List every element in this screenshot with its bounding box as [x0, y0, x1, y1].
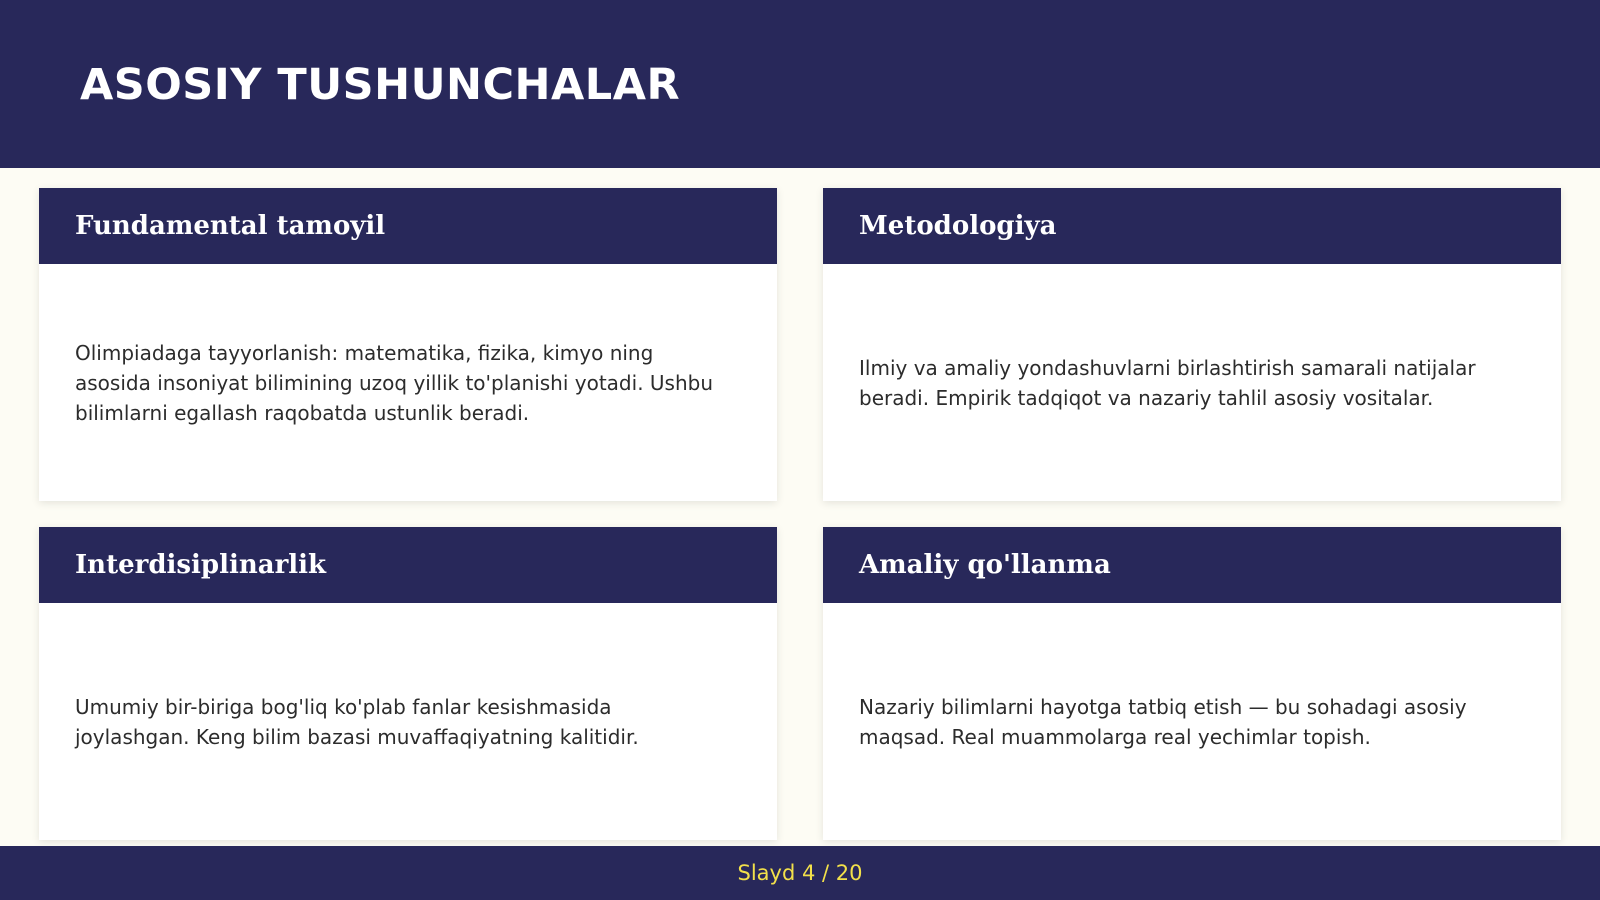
- card-header: [39, 527, 777, 603]
- card-title: Amaliy qo'llanma: [859, 550, 1111, 580]
- slide-footer: [0, 846, 1600, 900]
- card-body: [39, 603, 777, 840]
- card-interdisiplinarlik: [39, 527, 777, 840]
- card-title: Metodologiya: [859, 211, 1057, 241]
- card-text: Umumiy bir-biriga bog'liq ko'plab fanlar kesishmasida joylashgan. Keng bilim bazasi muvaffaqiyatning kalitidir.: [75, 694, 639, 749]
- card-header: [823, 527, 1561, 603]
- card-amaliy-qollanma: [823, 527, 1561, 840]
- slide-counter: Slayd 4 / 20: [737, 861, 863, 885]
- card-text: Ilmiy va amaliy yondashuvlarni birlashtirish samarali natijalar beradi. Empirik tadqiqot va nazariy tahlil asosiy vositalar.: [859, 355, 1476, 410]
- card-title: Fundamental tamoyil: [75, 211, 386, 241]
- card-text: Olimpiadaga tayyorlanish: matematika, fizika, kimyo ning asosida insoniyat bilimining uzoq yillik to'planishi yotadi. Ushbu bilimlarni egallash raqobatda ustunlik beradi.: [75, 340, 714, 425]
- card-metodologiya: [823, 188, 1561, 501]
- card-header: [39, 188, 777, 264]
- page-title: ASOSIY TUSHUNCHALAR: [80, 60, 681, 110]
- card-text: Nazariy bilimlarni hayotga tatbiq etish — bu sohadagi asosiy maqsad. Real muammolarga real yechimlar topish.: [859, 694, 1467, 749]
- card-fundamental-tamoyil: [39, 188, 777, 501]
- card-body: [823, 603, 1561, 840]
- card-header: [823, 188, 1561, 264]
- card-title: Interdisiplinarlik: [75, 550, 327, 580]
- slide-header: [0, 0, 1600, 168]
- card-body: [39, 264, 777, 501]
- card-body: [823, 264, 1561, 501]
